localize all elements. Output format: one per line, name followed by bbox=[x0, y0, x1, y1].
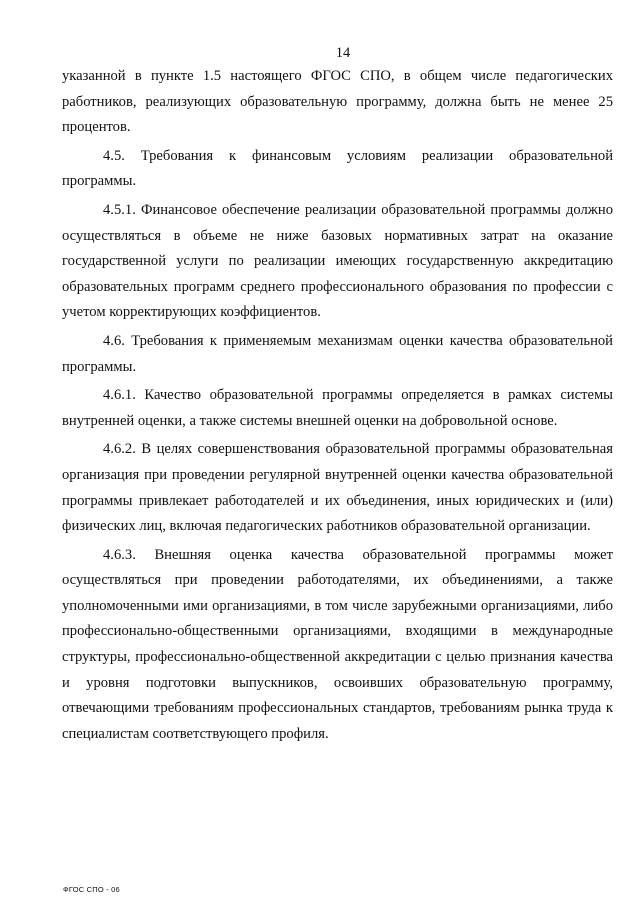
paragraph-4-5-1: 4.5.1. Финансовое обеспечение реализации образовательной программы должно осуществляться в объеме не ниже базовых нормативных затрат на оказание государственной услуги по реализации имеющих государственную аккредитацию образовательных программ среднего профессионального образования по профессии с учетом корректирующих коэффициентов. bbox=[62, 201, 613, 321]
footer-document-code: ФГОС СПО - 06 bbox=[63, 885, 120, 894]
paragraph-4-6-3: 4.6.3. Внешняя оценка качества образовательной программы может осуществляться при проведении работодателями, их объединениями, а также уполномоченными ими организациями, в том числе зарубежными организациями, либо профессионально-общественными организациями, входящими в международные структуры, профессионально-общественной аккредитации с целью признания качества и уровня подготовки выпускников, освоивших образовательную программу, отвечающими требованиям профессиональных стандартов, требованиям рынка труда к специалистам соответствующего профиля. bbox=[62, 546, 613, 742]
paragraph-4-6-1: 4.6.1. Качество образовательной программы определяется в рамках системы внутренней оценки, а также системы внешней оценки на добровольной основе. bbox=[62, 387, 613, 429]
paragraph-4-5: 4.5. Требования к финансовым условиям реализации образовательной программы. bbox=[62, 147, 613, 190]
paragraph-continuation: указанной в пункте 1.5 настоящего ФГОС СПО, в общем числе педагогических работников, реализующих образовательную программу, должна быть не менее 25 процентов. bbox=[62, 68, 613, 136]
paragraph-4-6-2: 4.6.2. В целях совершенствования образовательной программы образовательная организация при проведении регулярной внутренней оценки качества образовательной программы привлекает работодателей и их объединения, иных юридических и (или) физических лиц, включая педагогических работников образовательной организации. bbox=[62, 441, 613, 535]
paragraph-4-6: 4.6. Требования к применяемым механизмам оценки качества образовательной программы. bbox=[62, 332, 613, 375]
page-number: 14 bbox=[335, 45, 351, 61]
document-body bbox=[62, 64, 613, 750]
